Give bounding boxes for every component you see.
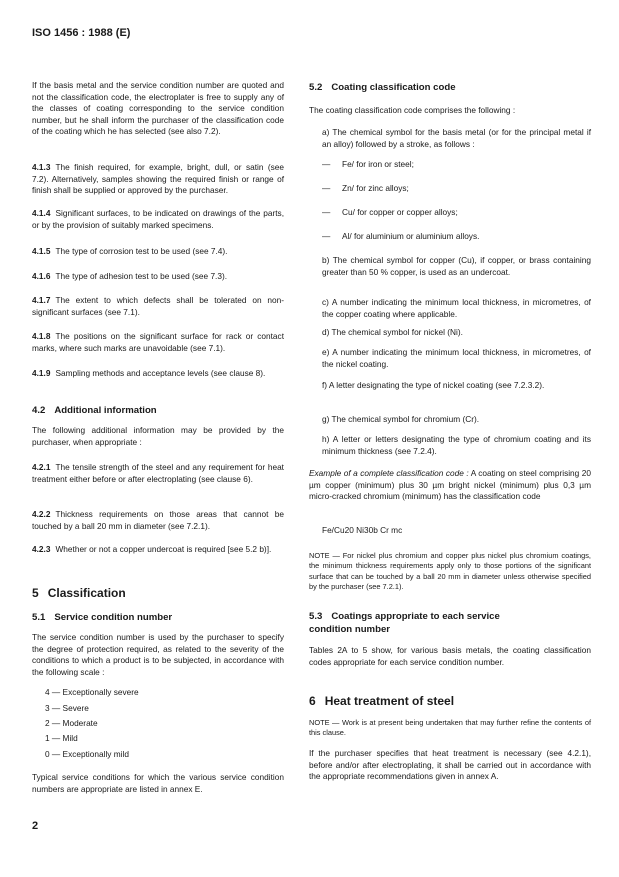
- metal-item: — Zn/ for zinc alloys;: [322, 183, 409, 193]
- example-paragraph: Example of a complete classification code : A coating on steel comprising 20 µm copper (minimum) plus 30 µm bright nickel (minimum) plus 0,3 µm micro-cracked chromium (minimum) has the classification code: [309, 468, 591, 502]
- clause-4-1-3: 4.1.3 The finish required, for example, bright, dull, or satin (see 7.2). Alternatively, samples showing the required finish or range of finish shall be supplied or approved by the purchaser.: [32, 162, 284, 196]
- item-b: b) The chemical symbol for copper (Cu), if copper, or brass containing greater than 50 % copper, is used as an undercoat.: [322, 255, 591, 277]
- clause-4-1-7: 4.1.7 The extent to which defects shall be tolerated on non-significant surfaces (see 7.1).: [32, 295, 284, 317]
- scale-item: 3 — Severe: [45, 703, 89, 713]
- clause-4-1-9: 4.1.9 Sampling methods and acceptance levels (see clause 8).: [32, 368, 266, 378]
- clause-4-2-3: 4.2.3 Whether or not a copper undercoat is required [see 5.2 b)].: [32, 544, 272, 554]
- thickness-note: NOTE — For nickel plus chromium and copper plus nickel plus chromium coatings, the minimum thickness requirements apply only to those portions of the significant surface that can be touched by a ball 20 mm in diameter unless otherwise specified by the purchaser (see 7.2.1).: [309, 551, 591, 592]
- clause-4-2-2: 4.2.2 Thickness requirements on those areas that cannot be touched by a ball 20 mm in diameter (see 7.2.1).: [32, 509, 284, 531]
- clause-4-1-4: 4.1.4 Significant surfaces, to be indicated on drawings of the parts, or by the provision of suitably marked specimens.: [32, 208, 284, 230]
- heading-6: 6 Heat treatment of steel: [309, 694, 455, 708]
- clause-4-1-8: 4.1.8 The positions on the significant surface for rack or contact marks, where such marks are unavoidable (see 7.1).: [32, 331, 284, 353]
- document-header: ISO 1456 : 1988 (E): [32, 27, 131, 39]
- item-a: a) The chemical symbol for the basis metal (or for the principal metal if an alloy) followed by a stroke, as follows :: [322, 127, 591, 149]
- heading-4-2: 4.2 Additional information: [32, 405, 157, 416]
- heading-5-1: 5.1 Service condition number: [32, 612, 173, 623]
- metal-item: — Fe/ for iron or steel;: [322, 159, 414, 169]
- item-d: d) The chemical symbol for nickel (Ni).: [322, 327, 463, 337]
- page-number: 2: [32, 820, 39, 832]
- scale-item: 4 — Exceptionally severe: [45, 687, 139, 697]
- heading-5: 5 Classification: [32, 586, 126, 600]
- intro-paragraph: If the basis metal and the service condition number are quoted and not the classification code, the electroplater is free to supply any of the classes of coating corresponding to the service condition number, but he shall inform the purchaser of the classification code of the coating which he has selected (see also 7.2).: [32, 80, 284, 137]
- example-code: Fe/Cu20 Ni30b Cr mc: [322, 525, 403, 535]
- typical-conditions-paragraph: Typical service conditions for which the various service condition numbers are appropriate are listed in annex E.: [32, 772, 284, 794]
- item-f: f) A letter designating the type of nickel coating (see 7.2.3.2).: [322, 380, 545, 390]
- classification-code-intro: The coating classification code comprises the following :: [309, 105, 516, 115]
- service-condition-paragraph: The service condition number is used by the purchaser to specify the degree of protection required, as related to the severity of the conditions to which a product is to be subjected, in accordance with the following scale :: [32, 632, 284, 677]
- item-h: h) A letter or letters designating the type of chromium coating and its minimum thickness (see 7.2.4).: [322, 434, 591, 456]
- heat-treatment-note: NOTE — Work is at present being undertaken that may further refine the contents of this clause.: [309, 718, 591, 738]
- heading-5-2: 5.2 Coating classification code: [309, 82, 456, 93]
- clause-4-2-1: 4.2.1 The tensile strength of the steel and any requirement for heat treatment either before or after electroplating (see clause 6).: [32, 462, 284, 484]
- coatings-paragraph: Tables 2A to 5 show, for various basis metals, the coating classification codes appropriate for each service condition number.: [309, 645, 591, 667]
- scale-item: 0 — Exceptionally mild: [45, 749, 129, 759]
- scale-item: 1 — Mild: [45, 733, 78, 743]
- scale-item: 2 — Moderate: [45, 718, 98, 728]
- heading-5-3: 5.3 Coatings appropriate to each service condition number: [309, 611, 500, 635]
- item-g: g) The chemical symbol for chromium (Cr).: [322, 414, 480, 424]
- additional-info-intro: The following additional information may be provided by the purchaser, when appropriate :: [32, 425, 284, 447]
- metal-item: — Al/ for aluminium or aluminium alloys.: [322, 231, 480, 241]
- heat-treatment-paragraph: If the purchaser specifies that heat treatment is necessary (see 4.2.1), before and/or after electroplating, it shall be carried out in accordance with the appropriate recommendations given in annex A.: [309, 748, 591, 782]
- clause-4-1-5: 4.1.5 The type of corrosion test to be used (see 7.4).: [32, 246, 228, 256]
- metal-item: — Cu/ for copper or copper alloys;: [322, 207, 458, 217]
- item-c: c) A number indicating the minimum local thickness, in micrometres, of the copper coating where applicable.: [322, 297, 591, 319]
- clause-4-1-6: 4.1.6 The type of adhesion test to be used (see 7.3).: [32, 271, 228, 281]
- item-e: e) A number indicating the minimum local thickness, in micrometres, of the nickel coating.: [322, 347, 591, 369]
